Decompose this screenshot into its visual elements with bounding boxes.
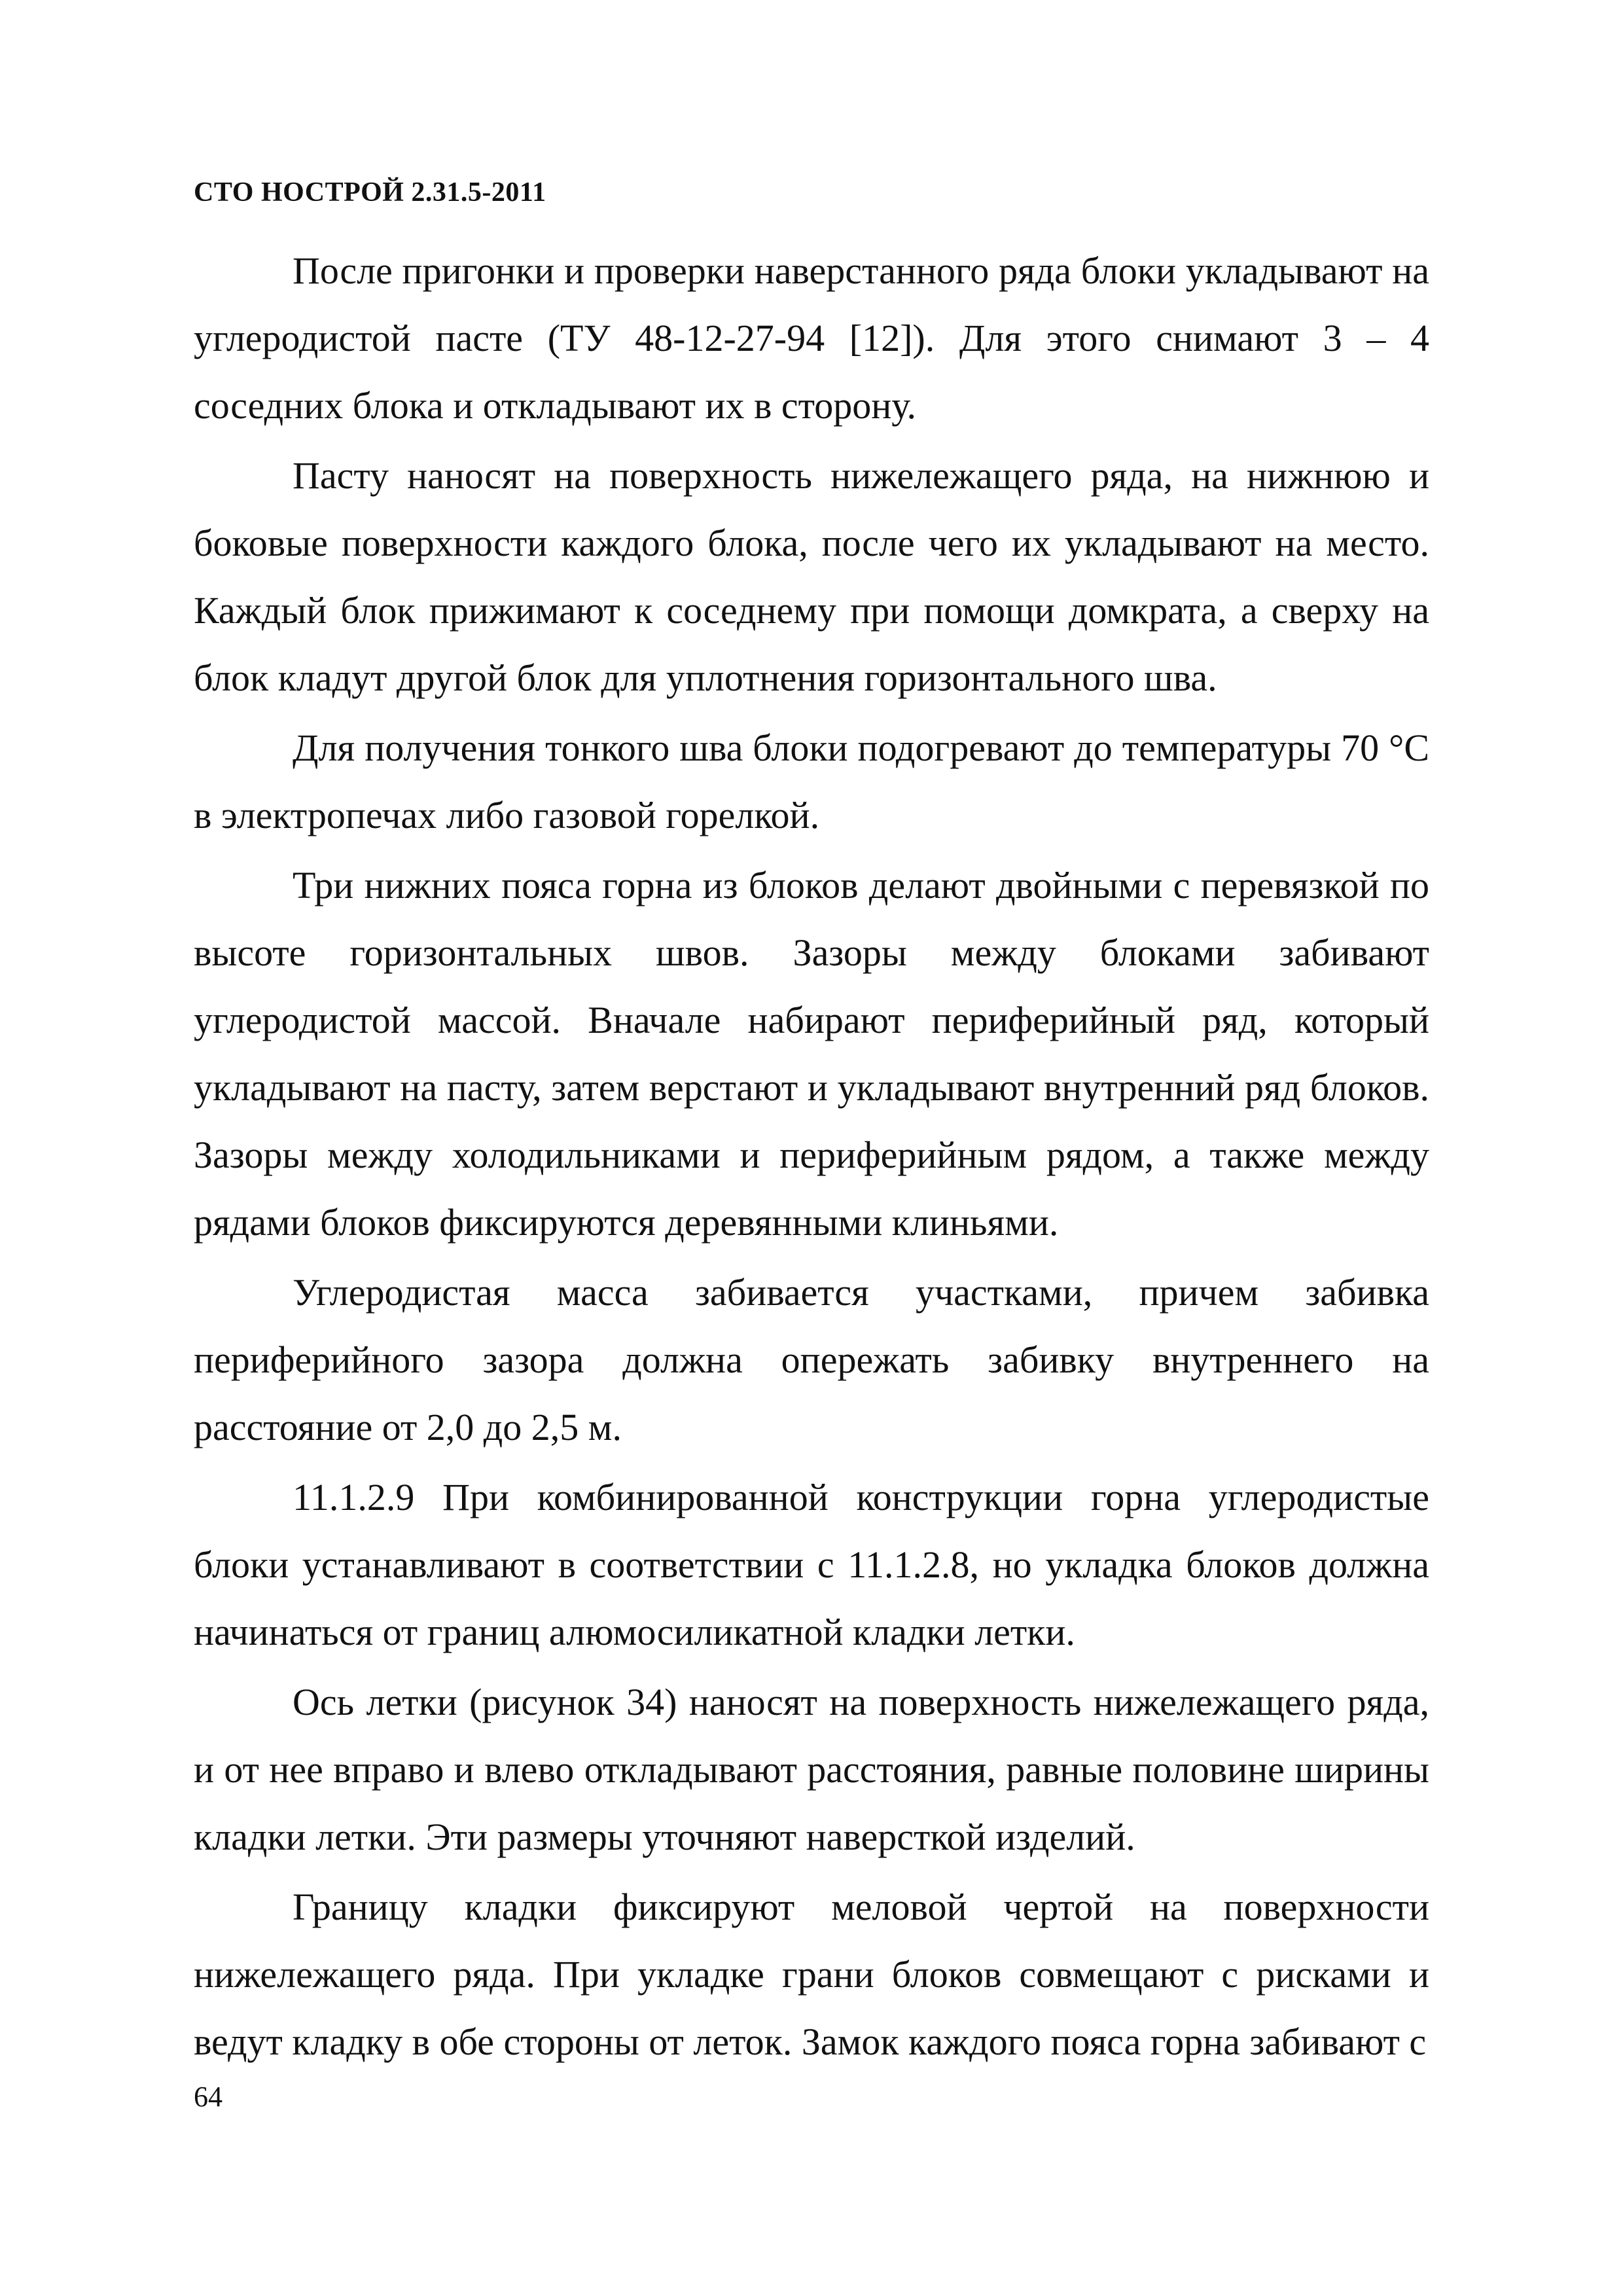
page-number: 64 xyxy=(194,2081,223,2113)
paragraph: Три нижних пояса горна из блоков делают двойными с перевязкой по высоте горизонтальных швов. Зазоры между блоками забивают углеродистой массой. Вначале набирают периферийный ряд, который укладывают на пасту, затем верстают и укладывают внутренний ряд блоков. Зазоры между холодильниками и периферийным рядом, а также между рядами блоков фиксируются деревянными клиньями. xyxy=(194,864,1429,1244)
paragraph: Для получения тонкого шва блоки подогревают до температуры 70 °С в электропечах либо газовой горелкой. xyxy=(194,726,1429,836)
paragraph: Пасту наносят на поверхность нижележащего ряда, на нижнюю и боковые поверхности каждого блока, после чего их укладывают на место. Каждый блок прижимают к соседнему при помощи домкрата, а сверху на блок кладут другой блок для уплотнения горизонтального шва. xyxy=(194,454,1429,699)
paragraph: После пригонки и проверки наверстанного ряда блоки укладывают на углеродистой пасте (ТУ 48-12-27-94 [12]). Для этого снимают 3 – 4 соседних блока и откладывают их в сторону. xyxy=(194,249,1429,427)
paragraph: Углеродистая масса забивается участками, причем забивка периферийного зазора должна опережать забивку внутреннего на расстояние от 2,0 до 2,5 м. xyxy=(194,1271,1429,1448)
document-header: СТО НОСТРОЙ 2.31.5-2011 xyxy=(194,177,546,207)
document-body xyxy=(194,237,1429,2078)
paragraph: Границу кладки фиксируют меловой чертой на поверхности нижележащего ряда. При укладке грани блоков совмещают с рисками и ведут кладку в обе стороны от леток. Замок каждого пояса горна забивают с xyxy=(194,1886,1429,2063)
paragraph: 11.1.2.9 При комбинированной конструкции горна углеродистые блоки устанавливают в соответствии с 11.1.2.8, но укладка блоков должна начинаться от границ алюмосиликатной кладки летки. xyxy=(194,1476,1429,1653)
paragraph: Ось летки (рисунок 34) наносят на поверхность нижележащего ряда, и от нее вправо и влево откладывают расстояния, равные половине ширины кладки летки. Эти размеры уточняют наверсткой изделий. xyxy=(194,1681,1429,1858)
